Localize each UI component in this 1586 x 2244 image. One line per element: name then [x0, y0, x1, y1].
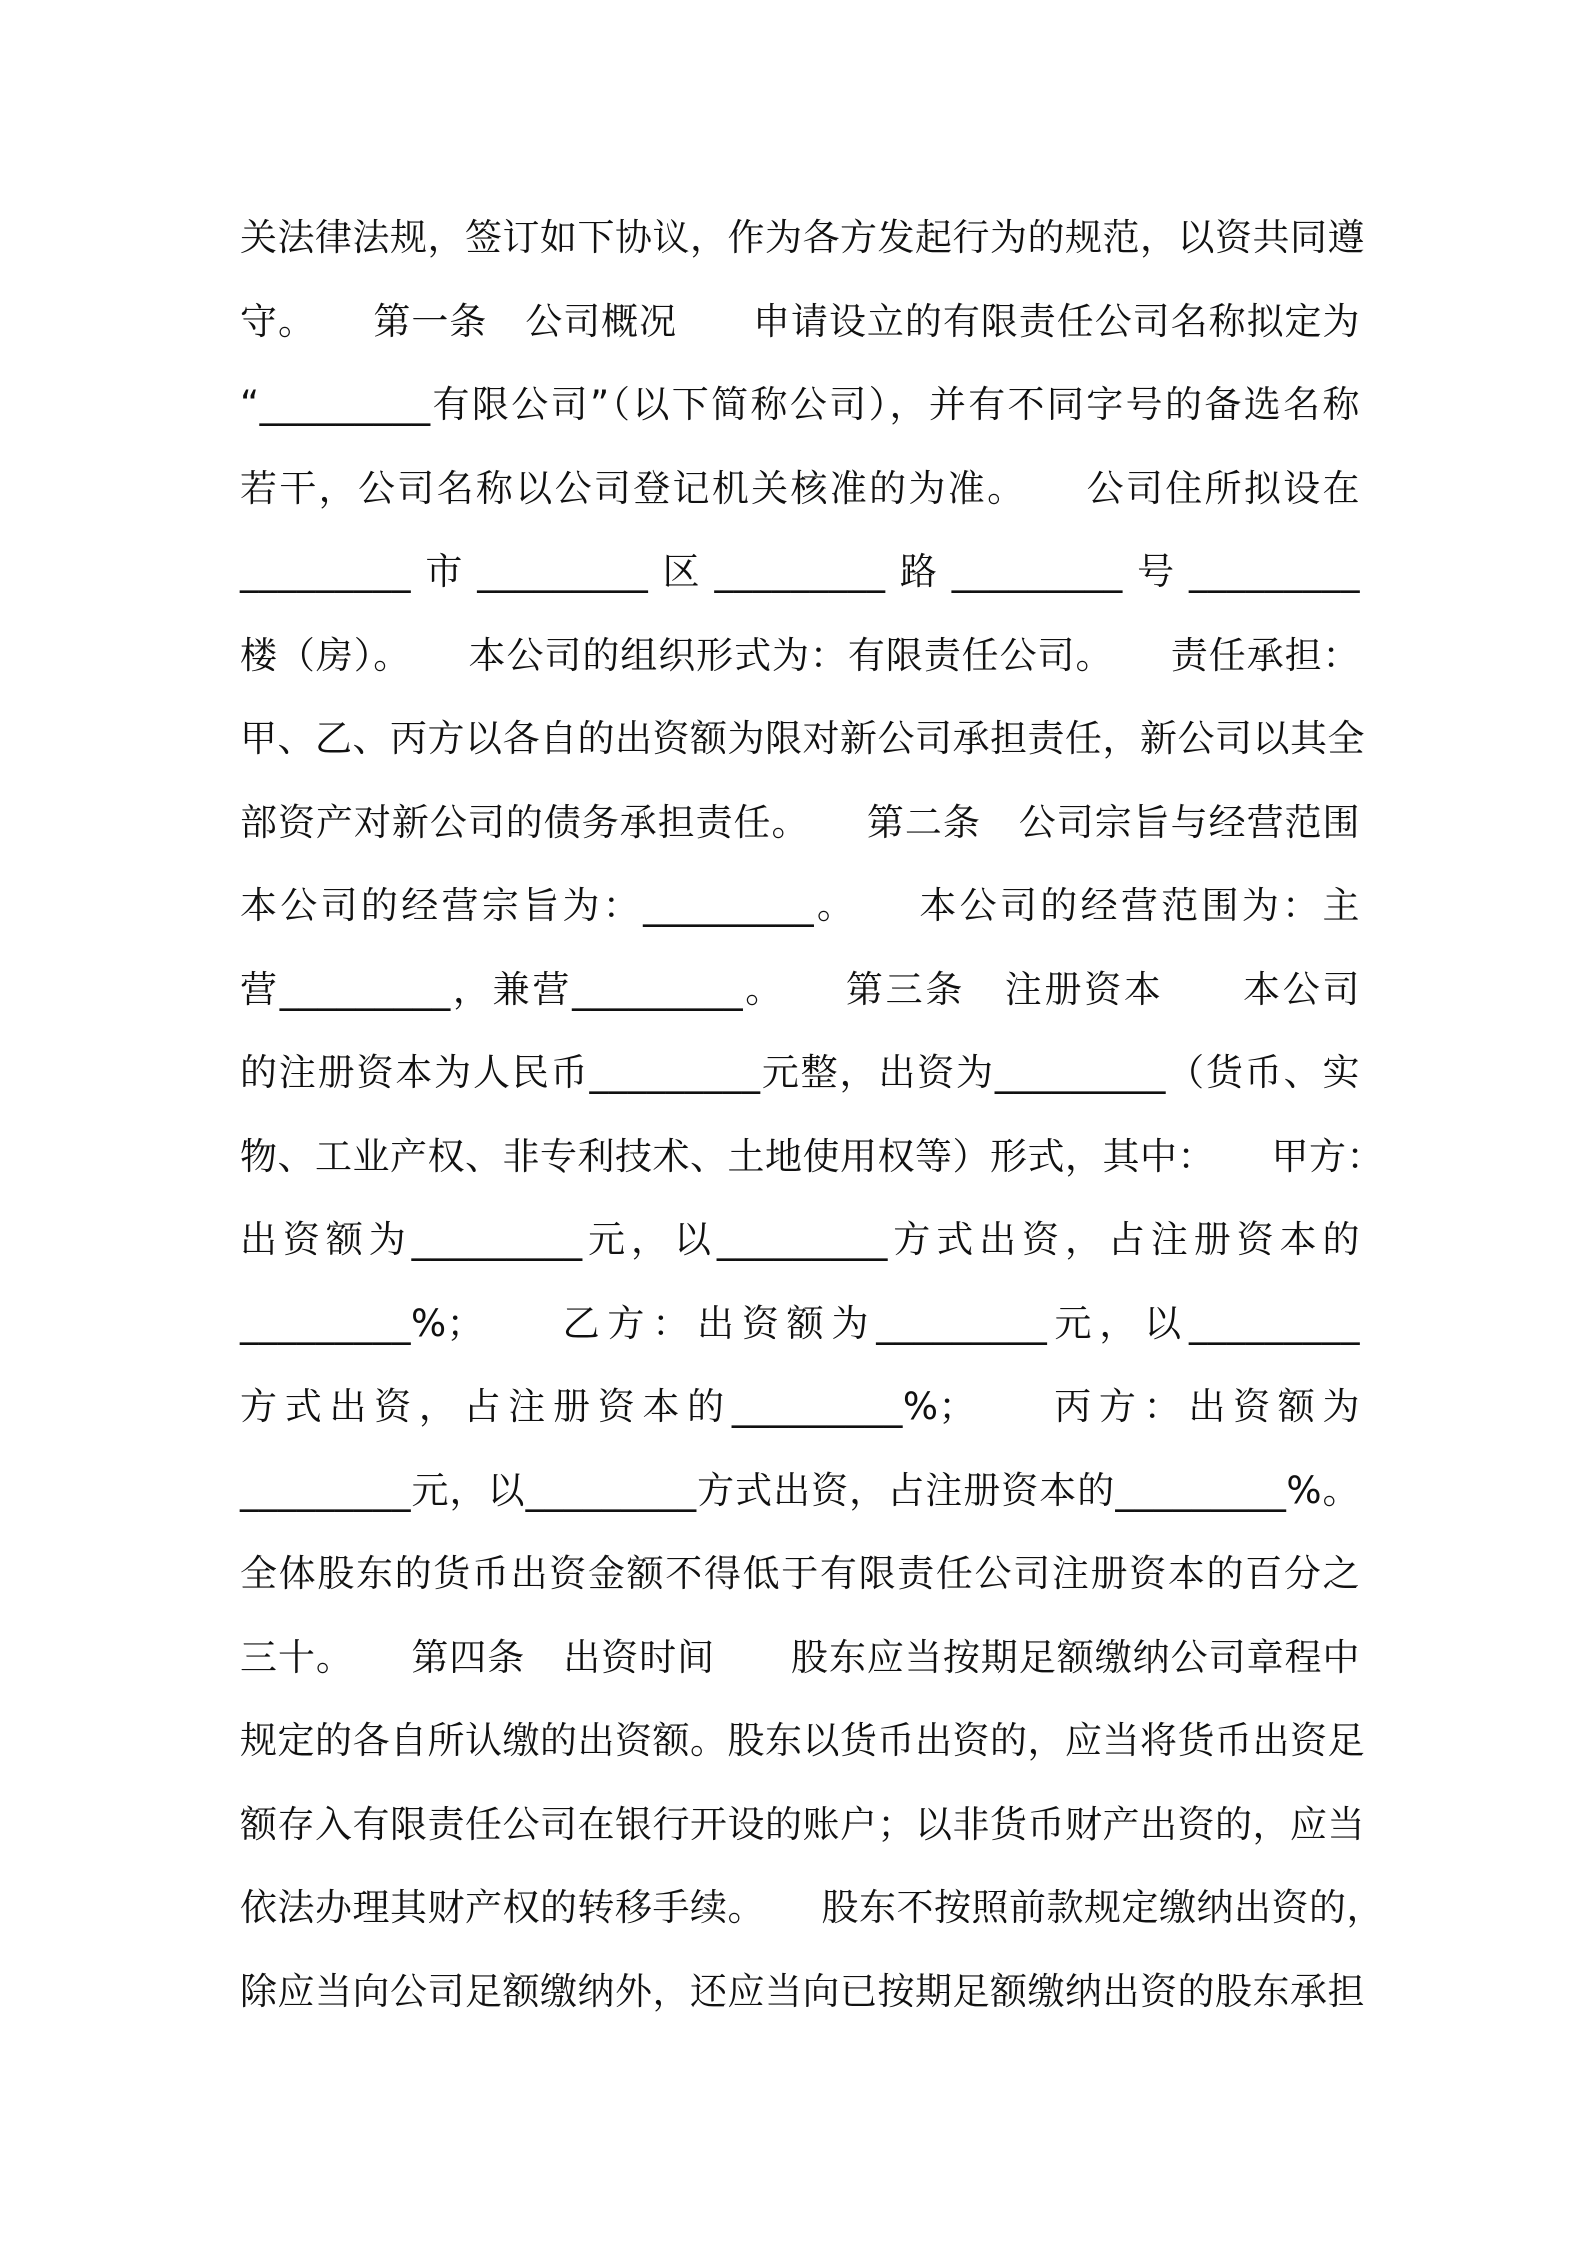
- text-line: 守。 第一条 公司概况 申请设立的有限责任公司名称拟定为: [240, 299, 1360, 343]
- text-line: 部资产对新公司的债务承担责任。 第二条 公司宗旨与经营范围: [240, 800, 1360, 844]
- text-line: 方式出资，占注册资本的_________%； 丙方：出资额为: [240, 1385, 1360, 1428]
- text-line: _________市_________区_________路_________号_________: [240, 550, 1360, 593]
- text-line: 三十。 第四条 出资时间 股东应当按期足额缴纳公司章程中: [240, 1635, 1360, 1679]
- text-line: 楼（房）。 本公司的组织形式为：有限责任公司。 责任承担：: [240, 633, 1360, 677]
- text-line: _________%； 乙方：出资额为_________元，以_________: [240, 1301, 1360, 1345]
- text-line: 规定的各自所认缴的出资额。股东以货币出资的，应当将货币出资足: [240, 1719, 1365, 1762]
- text-line: 依法办理其财产权的转移手续。 股东不按照前款规定缴纳出资的，: [240, 1886, 1384, 1929]
- text-line: 的注册资本为人民币_________元整，出资为_________（货币、实: [240, 1051, 1360, 1094]
- text-line: 若干，公司名称以公司登记机关核准的为准。 公司住所拟设在: [240, 466, 1360, 510]
- text-line: 甲、乙、丙方以各自的出资额为限对新公司承担责任，新公司以其全: [240, 717, 1365, 760]
- contract-body-text: [240, 196, 1384, 2033]
- text-line: 出资额为_________元，以_________方式出资，占注册资本的: [240, 1218, 1360, 1261]
- text-line: “_________有限公司”（以下简称公司），并有不同字号的备选名称: [240, 383, 1360, 426]
- text-line: 额存入有限责任公司在银行开设的账户；以非货币财产出资的，应当: [240, 1802, 1365, 1846]
- text-line: 全体股东的货币出资金额不得低于有限责任公司注册资本的百分之: [240, 1552, 1360, 1595]
- text-line: 除应当向公司足额缴纳外，还应当向已按期足额缴纳出资的股东承担: [240, 1969, 1365, 2013]
- text-line: 营_________，兼营_________。 第三条 注册资本 本公司: [240, 967, 1360, 1011]
- text-line: 本公司的经营宗旨为：_________。 本公司的经营范围为：主: [240, 884, 1360, 927]
- text-line: 物、工业产权、非专利技术、土地使用权等）形式，其中： 甲方：: [240, 1134, 1384, 1178]
- text-line: _________元，以_________方式出资，占注册资本的_________%。: [240, 1468, 1360, 1512]
- text-line: 关法律法规，签订如下协议，作为各方发起行为的规范，以资共同遵: [240, 216, 1365, 259]
